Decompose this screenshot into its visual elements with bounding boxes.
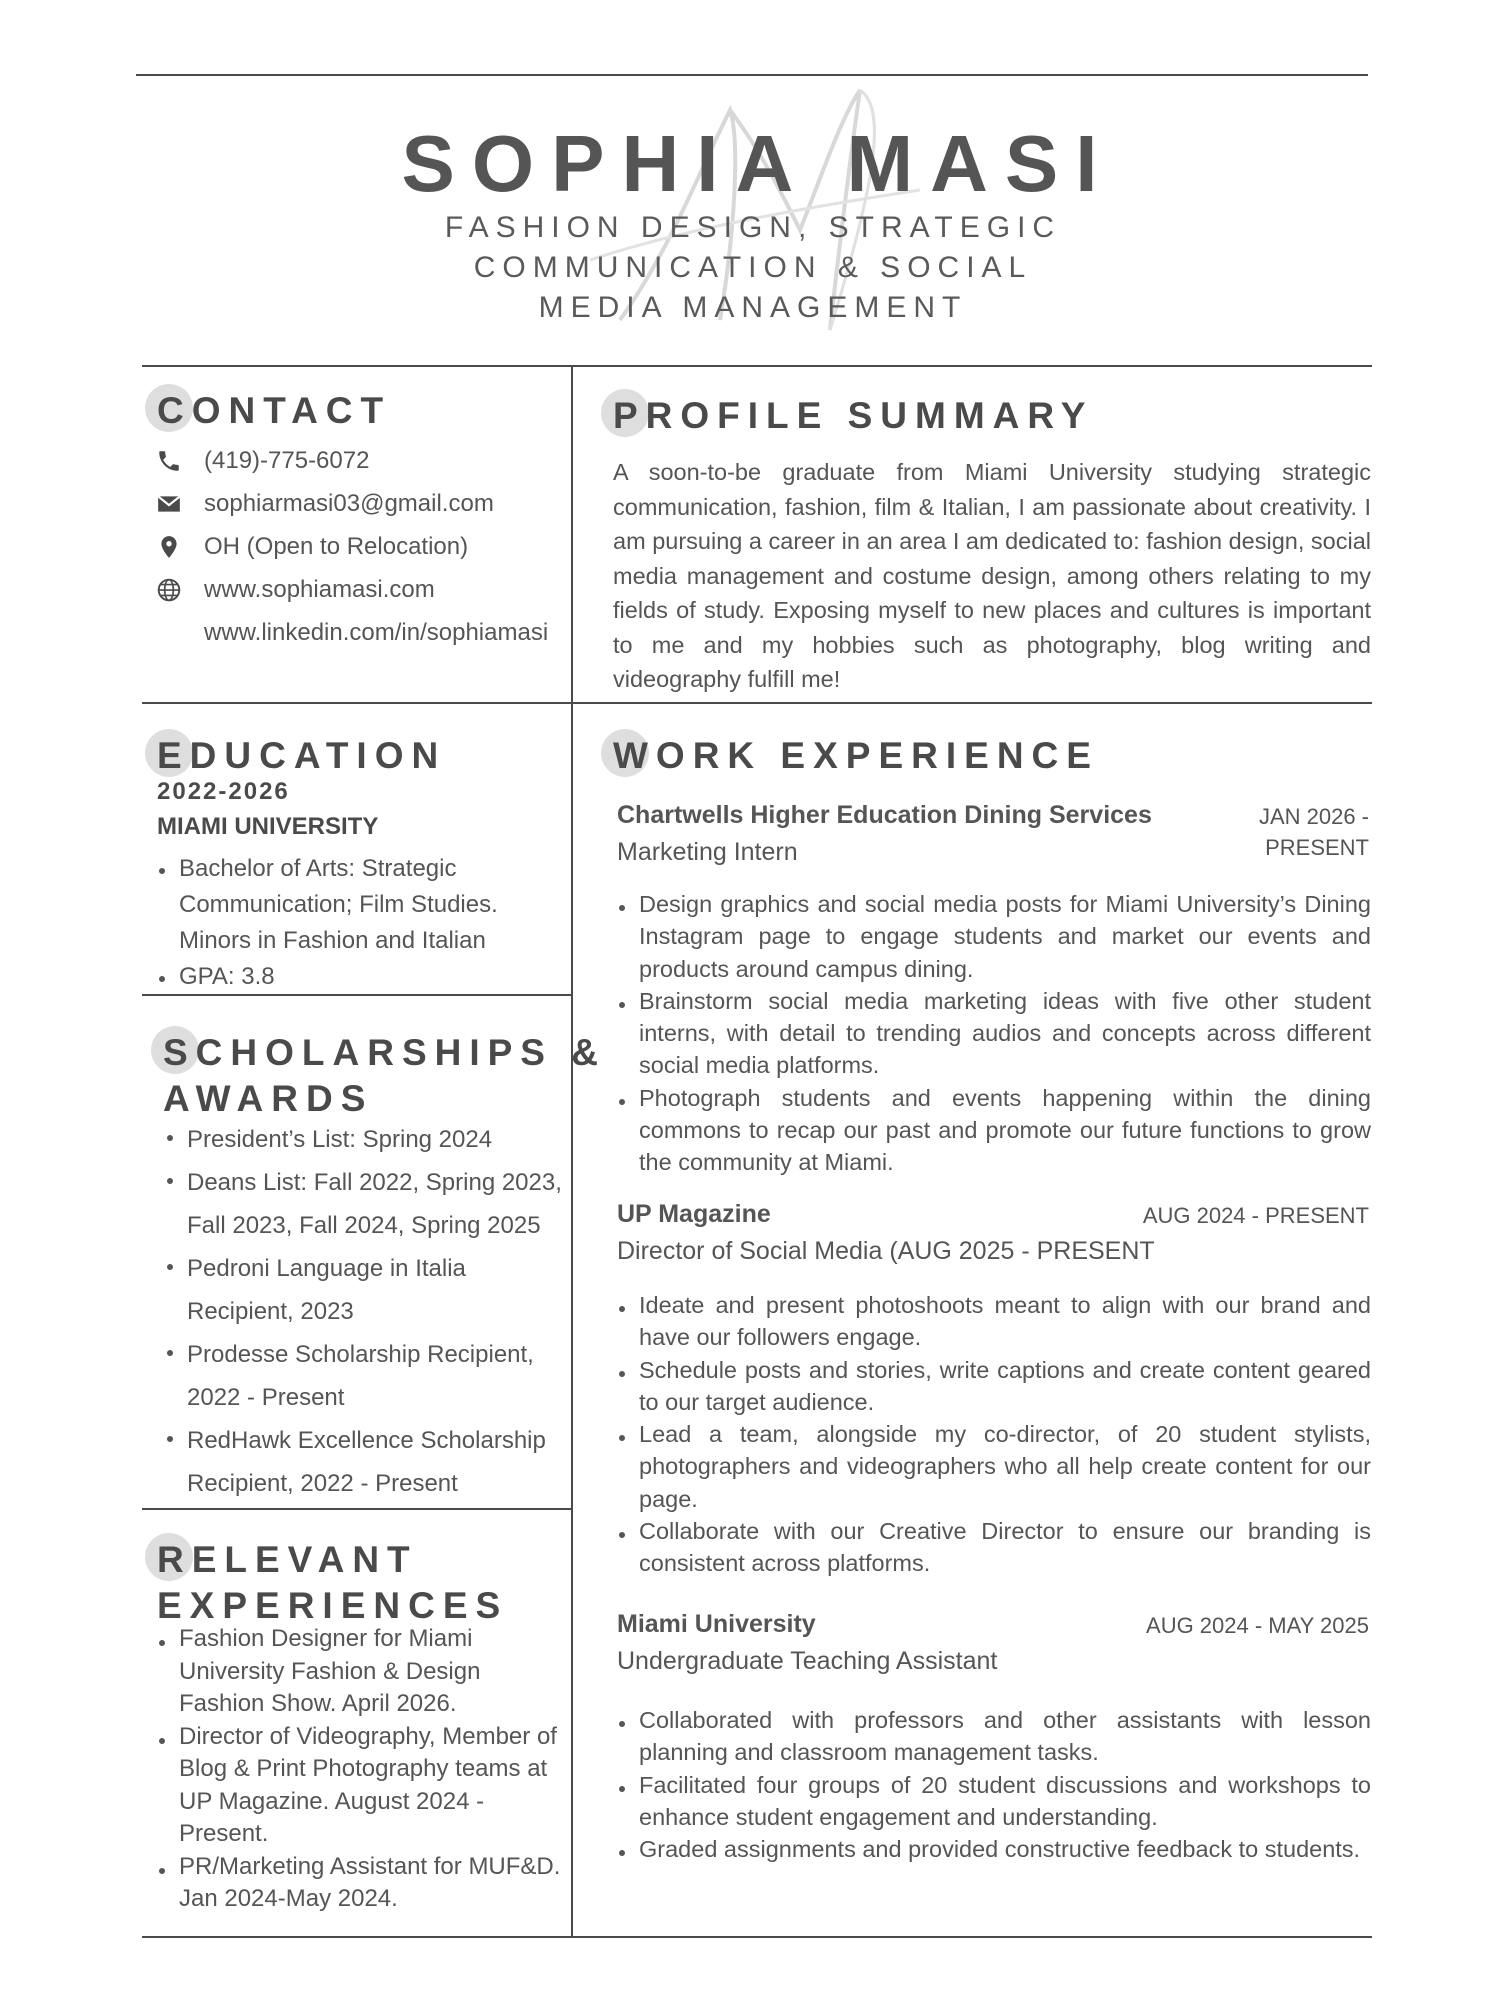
- list-item: Director of Videography, Member of Blog & Print Photography teams at UP Magazine. August 2024 - Present.: [157, 1721, 567, 1851]
- website-text: www.sophiamasi.com: [204, 576, 435, 603]
- contact-phone[interactable]: [156, 441, 369, 481]
- job-company: Chartwells Higher Education Dining Services: [617, 801, 1152, 829]
- job-bullets: [617, 1289, 1371, 1580]
- profile-summary-text: A soon-to-be graduate from Miami University studying strategic communication, fashion, film & Italian, I am passionate about creativity. I am pursuing a career in an area I am dedicated to: fashion design, social media management and costume design, among others relating to my fields of study. Exposing myself to new places and cultures is important to me and my hobbies such as photography, blog writing and videography fulfill me!: [613, 459, 1371, 692]
- education-list: [157, 851, 557, 995]
- contact-email[interactable]: [156, 484, 494, 524]
- title-line-1: FASHION DESIGN, STRATEGIC: [444, 211, 1062, 244]
- location-pin-icon: [156, 534, 182, 560]
- header-rule: [142, 365, 1372, 367]
- list-item: Schedule posts and stories, write captions and create content geared to our target audience.: [617, 1354, 1371, 1419]
- location-text: OH (Open to Relocation): [204, 533, 469, 560]
- list-item: Prodesse Scholarship Recipient, 2022 - Present: [165, 1333, 575, 1419]
- job-date: JAN 2026 - PRESENT: [1258, 804, 1369, 860]
- candidate-title: [0, 208, 1499, 328]
- job-role: Undergraduate Teaching Assistant: [617, 1647, 998, 1675]
- job-company: Miami University: [617, 1610, 816, 1638]
- title-line-3: MEDIA MANAGEMENT: [538, 291, 968, 324]
- education-school: MIAMI UNIVERSITY: [157, 813, 379, 840]
- rule-contact-education: [142, 702, 1372, 704]
- job-bullets: [617, 1704, 1371, 1865]
- rule-scholarships-relevant: [142, 1508, 572, 1510]
- contact-linkedin[interactable]: [156, 613, 548, 653]
- list-item: Photograph students and events happening within the dining commons to recap our past and promote our future functions to grow the community at Miami.: [617, 1082, 1371, 1179]
- list-item: Collaborated with professors and other assistants with lesson planning and classroom management tasks.: [617, 1704, 1371, 1769]
- job-date: AUG 2024 - MAY 2025: [1146, 1613, 1369, 1638]
- awards-heading: AWARDS: [163, 1078, 374, 1119]
- phone-icon: [156, 448, 182, 474]
- relevant-heading: RELEVANT: [157, 1537, 418, 1583]
- title-line-2: COMMUNICATION & SOCIAL: [473, 251, 1033, 284]
- list-item: Bachelor of Arts: Strategic Communication; Film Studies. Minors in Fashion and Italian: [157, 851, 557, 959]
- profile-summary-heading: PROFILE SUMMARY: [613, 393, 1093, 439]
- bottom-rule: [142, 1936, 1372, 1938]
- list-item: Fashion Designer for Miami University Fashion & Design Fashion Show. April 2026.: [157, 1623, 567, 1721]
- list-item: Ideate and present photoshoots meant to align with our brand and have our followers engage.: [617, 1289, 1371, 1354]
- contact-website[interactable]: [156, 570, 435, 610]
- contact-heading: CONTACT: [157, 388, 391, 434]
- email-text: sophiarmasi03@gmail.com: [204, 490, 494, 517]
- list-item: GPA: 3.8: [157, 959, 557, 995]
- education-years: 2022-2026: [157, 778, 290, 805]
- job-date: AUG 2024 - PRESENT: [1142, 1203, 1369, 1228]
- list-item: Pedroni Language in Italia Recipient, 2023: [165, 1247, 575, 1333]
- list-item: Collaborate with our Creative Director to ensure our branding is consistent across platforms.: [617, 1515, 1371, 1580]
- list-item: Facilitated four groups of 20 student discussions and workshops to enhance student engagement and understanding.: [617, 1769, 1371, 1834]
- list-item: President’s List: Spring 2024: [165, 1118, 575, 1161]
- list-item: Lead a team, alongside my co-director, of 20 student stylists, photographers and videographers who all help create content for our page.: [617, 1418, 1371, 1515]
- top-rule: [136, 74, 1368, 76]
- relevant-list: [157, 1623, 567, 1916]
- job-role: Director of Social Media (AUG 2025 - PRESENT: [617, 1237, 1155, 1265]
- experiences-heading: EXPERIENCES: [157, 1585, 509, 1626]
- contact-location: [156, 527, 468, 567]
- job-role: Marketing Intern: [617, 838, 798, 866]
- work-experience-heading: WORK EXPERIENCE: [613, 733, 1099, 779]
- job-company: UP Magazine: [617, 1200, 771, 1228]
- list-item: Brainstorm social media marketing ideas with five other student interns, with detail to trending audios and concepts across different social media platforms.: [617, 985, 1371, 1082]
- linkedin-text: www.linkedin.com/in/sophiamasi: [204, 619, 549, 646]
- list-item: RedHawk Excellence Scholarship Recipient, 2022 - Present: [165, 1419, 575, 1505]
- phone-text: (419)-775-6072: [204, 447, 370, 474]
- list-item: PR/Marketing Assistant for MUF&D. Jan 2024-May 2024.: [157, 1851, 567, 1916]
- list-item: Graded assignments and provided constructive feedback to students.: [617, 1833, 1371, 1865]
- job-bullets: [617, 888, 1371, 1179]
- globe-icon: [156, 577, 182, 603]
- scholarships-list: [165, 1118, 575, 1505]
- scholarships-heading: SCHOLARSHIPS &: [163, 1030, 606, 1076]
- candidate-name: SOPHIA MASI: [401, 119, 1115, 208]
- list-item: Design graphics and social media posts for Miami University’s Dining Instagram page to engage students and market our events and products around campus dining.: [617, 888, 1371, 985]
- mail-icon: [156, 491, 182, 517]
- list-item: Deans List: Fall 2022, Spring 2023, Fall 2023, Fall 2024, Spring 2025: [165, 1161, 575, 1247]
- education-heading: EDUCATION: [157, 733, 446, 779]
